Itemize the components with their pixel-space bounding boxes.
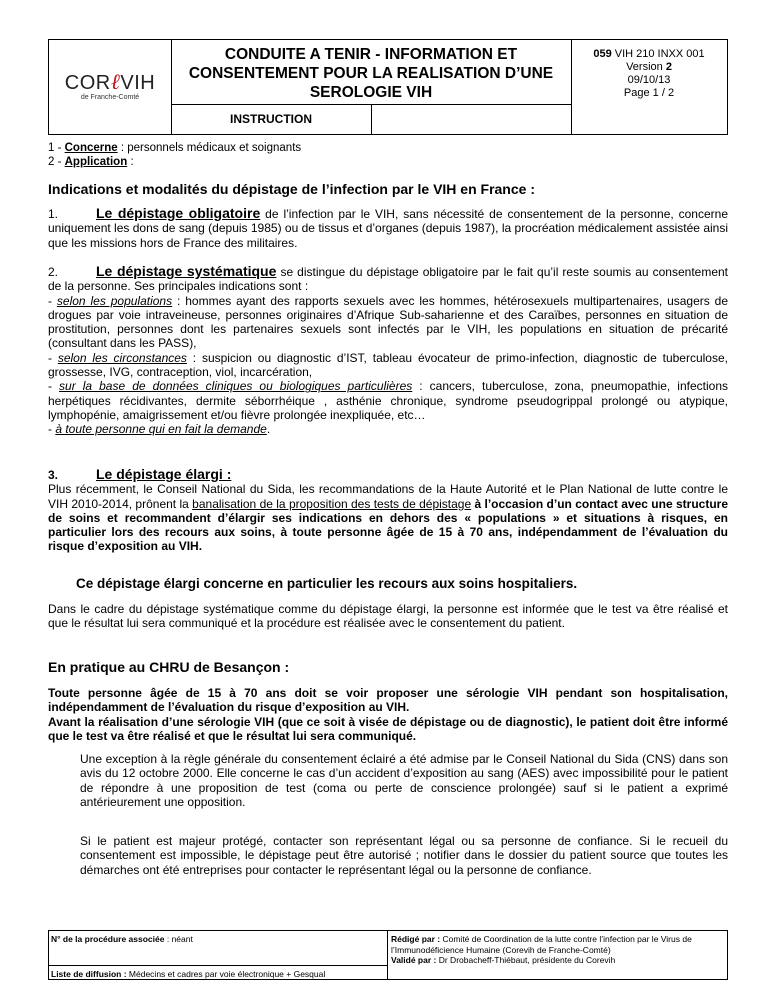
footer-divider: [49, 965, 387, 966]
list-item: - selon les populations : hommes ayant des rapports sexuels avec les hommes, hétérosexuels multipartenaires, usagers de drogues par voie intraveineuse, personnes originaires d’Afrique Sub-saharienne et des Caraïbes, personnes en situation de prostitution, personnes dont les partenaires sexuels sont infectés par le VIH, les populations en situation de précarité (consultant dans les PASS),: [48, 293, 729, 351]
highlight-statement: Ce dépistage élargi concerne en particulier les recours aux soins hospitaliers.: [76, 576, 578, 591]
header-table: [48, 39, 728, 135]
corevih-logo: [49, 40, 171, 134]
date: 09/10/13: [627, 74, 671, 86]
distribution-list: Liste de diffusion : Médecins et cadres par voie électronique + Gesqual: [51, 969, 326, 979]
paragraph-majeur-protege: Si le patient est majeur protégé, contacter son représentant légal ou sa personne de confiance. Si le recueil du consentement est impossible, le dépistage peut être autorisé ; notifier dans le dossier du patient source que toutes les démarches ont été entreprises pour contacter le représentant légal ou la personne de confiance.: [80, 834, 728, 877]
logo-ribbon-icon: ℓ: [110, 70, 121, 95]
paragraph-obligatoire: 1. Le dépistage obligatoire de l’infection par le VIH, sans nécessité de consentement de la personne, concerne uniquement les dons de sang (depuis 1985) ou de tissus et d’organes (depuis 1987), la procréation médicalement assistée ainsi que les missions hors de France des militaires.: [48, 205, 728, 250]
section-heading: Indications et modalités du dépistage de l’infection par le VIH en France :: [48, 181, 535, 197]
reference-code: 059 VIH 210 INXX 001: [593, 48, 705, 60]
header-divider: [371, 104, 372, 134]
document-title: CONDUITE A TENIR - INFORMATION ET CONSENTEMENT POUR LA REALISATION D’UNE SEROLOGIE VIH: [188, 45, 554, 101]
author-validation: Rédigé par : Comité de Coordination de la lutte contre l’infection par le Virus de l’Immunodéficience Humaine (Corevih de Franche-Comté) Validé par : Dr Drobacheff-Thiébaut, présidente du Corevih: [391, 934, 692, 965]
document-type: INSTRUCTION: [230, 112, 312, 126]
list-item: - selon les circonstances : suspicion ou diagnostic d’IST, tableau évocateur de primo-infection, diagnostic de tuberculose, grossesse, IVG, contraception, viol, incarcération,: [48, 350, 728, 380]
associated-procedure: N° de la procédure associée : néant: [51, 934, 193, 944]
meta-concerne: 1 - Concerne : personnels médicaux et soignants: [48, 142, 302, 154]
section-heading: En pratique au CHRU de Besançon :: [48, 659, 290, 675]
version: Version 2: [626, 61, 672, 73]
logo-wordmark: CORℓVIH: [64, 70, 156, 95]
footer-table: [48, 930, 728, 980]
list-item: - sur la base de données cliniques ou biologiques particulières : cancers, tuberculose, zona, pneumopathie, infections herpétiques récidivantes, dermite séborrhéique , asthénie chronique, syndrome pseudogrippal prolongé ou atypique, lymphopénie, amaigrissement et/ou fièvre prolongée inexpliquée, etc…: [48, 379, 728, 422]
logo-subtitle: de Franche-Comté: [80, 94, 140, 101]
paragraph-systematique: 2. Le dépistage systématique se distingue du dépistage obligatoire par le fait qu’il reste soumis au consentement de la personne. Ses principales indications sont : - selon les populations : hommes ayant des rapports sexuels avec les hommes, hétérosexuels multipartenaires, usagers de drogues par voie intraveineuse, personnes originaires d’Afrique Sub-saharienne et des Caraïbes, personnes en situation de prostitution, personnes dont les partenaires sexuels sont infectés par le VIH, les populations en situation de précarité (consultant dans les PASS), - selon les circonstances : suspicion ou diagnostic d’IST, tableau évocateur de primo-infection, diagnostic de tuberculose, grossesse, IVG, contraception, viol, incarcération, - sur la base de données cliniques ou biologiques particulières : cancers, tuberculose, zona, pneumopathie, infections herpétiques récidivantes, dermite séborrhéique , asthénie chronique, syndrome pseudogrippal prolongé ou atypique, lymphopénie, amaigrissement et/ou fièvre prolongée inexpliquée, etc… - à toute personne qui en fait la demande.: [48, 263, 729, 437]
paragraph-exception: Une exception à la règle générale du consentement éclairé a été admise par le Conseil National du Sida (CNS) dans son avis du 12 octobre 2000. Elle concerne le cas d’un accident d’exposition au sang (AES) avec impossibilité pour le patient de répondre à une proposition de test (coma ou perte de conscience prolongée) sauf si le patient a exprimé antérieurement une opposition.: [80, 752, 728, 809]
footer-divider: [387, 931, 388, 979]
meta-application: 2 - Application :: [48, 156, 134, 168]
paragraph-information: Dans le cadre du dépistage systématique comme du dépistage élargi, la personne est informée que le test va être réalisé et que le résultat lui sera communiqué et la procédure est réalisée avec le consentement du patient.: [48, 602, 728, 631]
bold-instruction: Toute personne âgée de 15 à 70 ans doit se voir proposer une sérologie VIH pendant son hospitalisation, indépendamment de l’évaluation du risque d’exposition au VIH. Avant la réalisation d’une sérologie VIH (que ce soit à visée de dépistage ou de diagnostic), le patient doit être informé que le test va être réalisé et que le résultat lui sera communiqué.: [48, 686, 728, 743]
document-reference: [571, 48, 727, 100]
list-item: - à toute personne qui en fait la demande.: [48, 422, 271, 437]
paragraph-elargi: 3. Le dépistage élargi : Plus récemment, le Conseil National du Sida, les recommandations de la Haute Autorité et le Plan National de lutte contre le VIH 2010-2014, prônent la banalisation de la proposition des tests de dépistage à l’occasion d’un contact avec une structure de soins et recommandent d’élargir ses indications en dehors des « populations » et situations à risques, en particulier lors des recours aux soins, à toute personne âgée de 15 à 70 ans, indépendamment de l’évaluation du risque d’exposition au VIH.: [48, 466, 728, 554]
page-number: Page 1 / 2: [623, 87, 675, 99]
